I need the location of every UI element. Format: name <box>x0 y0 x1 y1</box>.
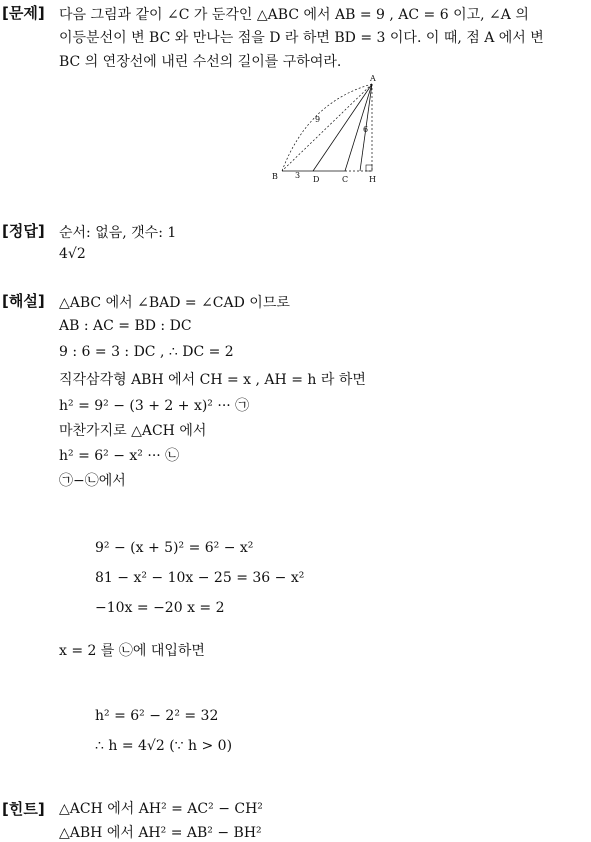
point-D-label: D <box>313 175 320 184</box>
solution-line-12: x = 2 를 ㉡에 대입하면 <box>59 643 205 659</box>
hint-line-1: △ACH 에서 AH² = AC² − CH² <box>59 801 263 817</box>
label-bd: 3 <box>295 171 301 180</box>
triangle-figure <box>268 72 388 184</box>
point-B-label: B <box>272 172 278 181</box>
solution-line-2: AB : AC = BD : DC <box>59 318 192 334</box>
solution-label: [해설] <box>2 292 45 310</box>
solution-line-14: ∴ h = 4√2 (∵ h > 0) <box>95 738 233 754</box>
solution-line-6: 마찬가지로 △ACH 에서 <box>59 423 207 439</box>
solution-line-7: h² = 6² − x² ··· ㉡ <box>59 448 180 464</box>
problem-line-3: BC 의 연장선에 내린 수선의 길이를 구하여라. <box>59 54 342 70</box>
label-ac: 6 <box>363 125 369 134</box>
label-ab: 9 <box>315 115 321 124</box>
point-A-label: A <box>370 74 376 83</box>
solution-line-10: 81 − x² − 10x − 25 = 36 − x² <box>95 570 305 586</box>
problem-line-1: 다음 그림과 같이 ∠C 가 둔각인 △ABC 에서 AB = 9 , AC = 6 이고, ∠A 의 <box>59 7 529 23</box>
solution-line-11: −10x = −20 x = 2 <box>95 600 225 616</box>
solution-line-5: h² = 9² − (3 + 2 + x)² ··· ㉠ <box>59 398 250 414</box>
problem-label: [문제] <box>2 4 45 22</box>
hint-line-2: △ABH 에서 AH² = AB² − BH² <box>59 825 262 841</box>
answer-order: 순서: 없음, 갯수: 1 <box>59 225 177 241</box>
point-C-label: C <box>342 175 349 184</box>
solution-line-4: 직각삼각형 ABH 에서 CH = x , AH = h 라 하면 <box>59 372 366 388</box>
solution-line-3: 9 : 6 = 3 : DC , ∴ DC = 2 <box>59 344 234 360</box>
problem-line-2: 이등분선이 변 BC 와 만나는 점을 D 라 하면 BD = 3 이다. 이 때, 점 A 에서 변 <box>59 30 544 46</box>
answer-label: [정답] <box>2 222 45 240</box>
hint-label: [힌트] <box>2 800 45 818</box>
solution-line-9: 9² − (x + 5)² = 6² − x² <box>95 540 254 556</box>
solution-line-13: h² = 6² − 2² = 32 <box>95 708 219 724</box>
point-H-label: H <box>369 175 376 184</box>
solution-line-1: △ABC 에서 ∠BAD = ∠CAD 이므로 <box>59 295 290 311</box>
answer-value: 4√2 <box>59 246 86 262</box>
solution-line-8: ㉠−㉡에서 <box>59 473 126 489</box>
